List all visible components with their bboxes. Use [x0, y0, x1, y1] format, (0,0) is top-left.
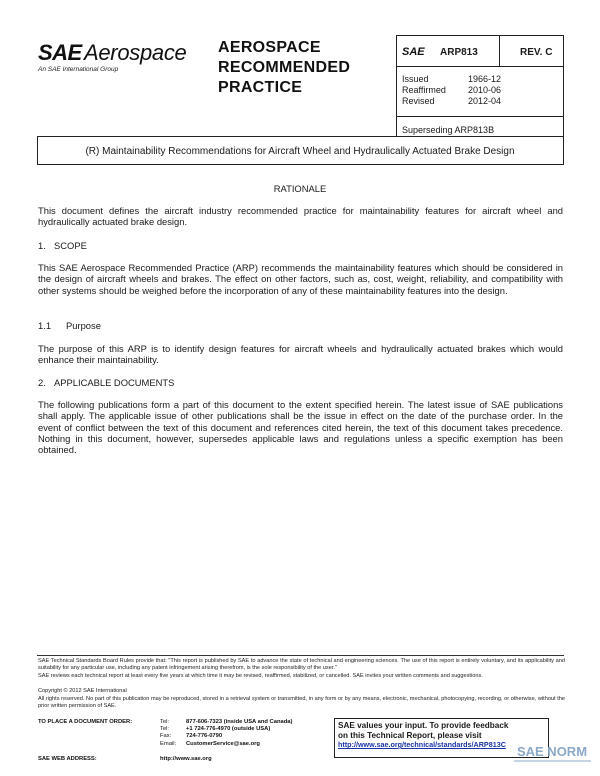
contact-row: Email: CustomerService@sae.org — [160, 740, 260, 747]
order-label: TO PLACE A DOCUMENT ORDER: — [38, 719, 133, 725]
sae-logo: SAE — [38, 40, 82, 65]
feedback-line-2: on this Technical Report, please visit — [338, 730, 482, 740]
web-address-row — [38, 756, 212, 763]
document-title: (R) Maintainability Recommendations for Aircraft Wheel and Hydraulically Actuated Brake Design — [85, 146, 515, 157]
date-row-reaffirmed: Reaffirmed 2010-06 — [402, 85, 502, 95]
rationale-text: This document defines the aircraft industry recommended practice for maintainability features for aircraft wheel and hydraulically actuated brake design. — [38, 205, 563, 228]
document-number: ARP813 — [440, 47, 478, 58]
doc-type-line-1: AEROSPACE — [218, 39, 321, 56]
contact-value[interactable]: +1 724-776-4970 (outside USA) — [186, 726, 271, 733]
doc-type-line-3: PRACTICE — [218, 79, 303, 96]
purpose-number: 1.1 — [38, 320, 52, 331]
feedback-line-1: SAE values your input. To provide feedback — [338, 721, 509, 730]
rights-note: All rights reserved. No part of this publication may be reproduced, stored in a retrieval system or transmitted, in any form or by any means, electronic, mechanical, photocopying, recording, or otherwise, without the prior written permission of SAE. — [38, 696, 565, 709]
scope-heading — [38, 240, 87, 251]
footer-rule — [37, 655, 564, 656]
purpose-text: The purpose of this ARP is to identify design features for aircraft wheels and hydraulically actuated brakes which would enhance their maintainability. — [38, 343, 563, 366]
applicable-title: APPLICABLE DOCUMENTS — [54, 377, 175, 388]
scope-text: This SAE Aerospace Recommended Practice (ARP) recommends the maintainability features which should be considered in the design of aircraft wheels and brakes. The effect on other factors, such as, cost, weight, reliability, and compatibility with other systems should be weighed before the incorporation of any of these maintainability features into the design. — [38, 262, 563, 296]
superseding-note: Superseding ARP813B — [402, 125, 495, 135]
policy-note: SAE Technical Standards Board Rules provide that: "This report is published by SAE to advance the state of technical and engineering sciences. The use of this report is entirely voluntary, and its applicability and suitability for any particular use, including any patent infringement arising therefrom, is the sole responsibility of the user." — [38, 658, 565, 671]
applicable-number: 2. — [38, 377, 46, 388]
date-list — [402, 74, 501, 107]
contact-row: Tel: +1 724-776-4970 (outside USA) — [160, 726, 271, 733]
web-address-link[interactable]: http://www.sae.org — [160, 756, 212, 762]
contact-email-link[interactable]: CustomerService@sae.org — [186, 740, 260, 747]
contact-row: Tel: 877-606-7323 (inside USA and Canada) — [160, 719, 293, 725]
small-sae-logo: SAE — [402, 46, 425, 58]
watermark-text: SAE NORM — [516, 744, 588, 759]
rationale-heading: RATIONALE — [273, 183, 327, 194]
contact-row: Fax: 724-776-0790 — [160, 733, 223, 740]
applicable-heading — [38, 377, 174, 388]
document-type — [218, 38, 350, 98]
feedback-link[interactable]: http://www.sae.org/technical/standards/ARP813C — [338, 740, 506, 749]
purpose-title: Purpose — [66, 320, 101, 331]
scope-title: SCOPE — [54, 240, 87, 251]
date-row-issued: Issued 1966-12 — [402, 74, 502, 84]
logo-tagline: An SAE International Group — [38, 66, 119, 73]
date-row-revised: Revised 2012-04 — [402, 96, 502, 106]
watermark-graphic — [510, 738, 595, 768]
copyright-line: Copyright © 2012 SAE International — [38, 688, 127, 694]
web-label: SAE WEB ADDRESS: — [38, 756, 97, 762]
contact-list — [160, 719, 292, 748]
applicable-text: The following publications form a part of this document to the extent specified herein. The latest issue of SAE publications shall apply. The applicable issue of other publications shall be the issue in effect on the date of the purchase order. In the event of conflict between the text of this document and references cited herein, the text of this document takes precedence. Nothing in this document, however, supersedes applicable laws and regulations unless a specific exemption has been obtained. — [38, 399, 563, 456]
revision-label: REV. C — [520, 47, 553, 58]
contact-value[interactable]: 724-776-0790 — [186, 733, 223, 740]
contact-value[interactable]: 877-606-7323 (inside USA and Canada) — [186, 719, 293, 725]
review-note: SAE reviews each technical report at least every five years at which time it may be revised, reaffirmed, stabilized, or cancelled. SAE invites your written comments and suggestions. — [38, 673, 483, 679]
purpose-heading — [38, 320, 101, 331]
sae-norm-watermark — [510, 738, 595, 773]
aerospace-wordmark: Aerospace — [84, 40, 187, 65]
doc-type-line-2: RECOMMENDED — [218, 59, 351, 76]
scope-number: 1. — [38, 240, 46, 251]
